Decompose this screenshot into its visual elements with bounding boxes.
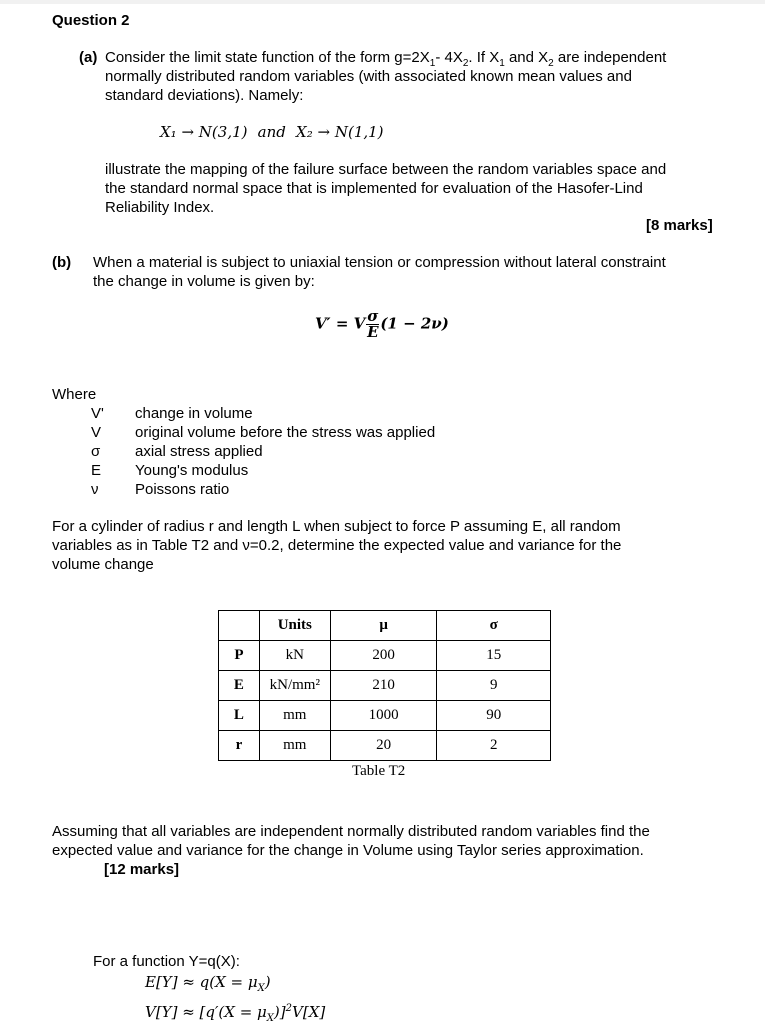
table-header-cell: σ bbox=[437, 611, 551, 641]
table-row bbox=[219, 731, 551, 761]
table-cell-sigma: 15 bbox=[437, 641, 551, 671]
definition-symbol: ν bbox=[91, 481, 99, 498]
part-b-marks: [12 marks] bbox=[104, 861, 180, 878]
table-cell-mu: 210 bbox=[330, 671, 437, 701]
cylinder-para-line-1: For a cylinder of radius r and length L when subject to force P assuming E, all random bbox=[52, 518, 621, 535]
table-cell-mu: 200 bbox=[330, 641, 437, 671]
taylor-para-line-1: Assuming that all variables are independent normally distributed random variables find the bbox=[52, 823, 650, 840]
part-b-line-1: When a material is subject to uniaxial tension or compression without lateral constraint bbox=[93, 254, 666, 271]
table-cell-var: L bbox=[219, 701, 260, 731]
table-row bbox=[219, 641, 551, 671]
table-header-cell bbox=[219, 611, 260, 641]
definition-symbol: E bbox=[91, 462, 102, 479]
table-cell-units: mm bbox=[259, 701, 330, 731]
table-cell-mu: 20 bbox=[330, 731, 437, 761]
table-cell-var: P bbox=[219, 641, 260, 671]
table-row bbox=[219, 701, 551, 731]
hint-label: For a function Y=q(X): bbox=[93, 953, 240, 970]
table-row bbox=[219, 671, 551, 701]
table-cell-units: kN/mm² bbox=[259, 671, 330, 701]
definition-symbol: V' bbox=[91, 405, 104, 422]
table-cell-units: mm bbox=[259, 731, 330, 761]
part-a-line-6: Reliability Index. bbox=[105, 199, 215, 216]
part-a-line-3: standard deviations). Namely: bbox=[105, 87, 304, 104]
page-top-border bbox=[0, 0, 765, 4]
table-cell-var: E bbox=[219, 671, 260, 701]
part-a-line-1: Consider the limit state function of the form $g=2X_1-$ $4X_2$. If $X_1$ and $X_2$ are independent bbox=[105, 49, 667, 69]
table-cell-units: kN bbox=[259, 641, 330, 671]
definition-text: original volume before the stress was applied bbox=[135, 424, 436, 441]
part-b-label: (b) bbox=[52, 254, 72, 271]
expected-value-formula: $E[Y] \approx q(X = \mu_X)$ bbox=[145, 973, 271, 994]
definition-text: Young's modulus bbox=[135, 462, 249, 479]
table-cell-sigma: 9 bbox=[437, 671, 551, 701]
variance-formula: $V[Y] \approx [q'(X = \mu_X)]^2V[X]$ bbox=[145, 1003, 326, 1024]
table-header-cell: μ bbox=[330, 611, 437, 641]
part-a-line-2: normally distributed random variables (with associated known mean values and bbox=[105, 68, 632, 85]
table-caption: Table T2 bbox=[352, 763, 406, 779]
cylinder-para-line-3: volume change bbox=[52, 556, 154, 573]
table-header-row bbox=[219, 611, 551, 641]
part-a-marks: [8 marks] bbox=[646, 217, 713, 234]
where-label: Where bbox=[52, 386, 97, 403]
volume-change-equation: V′ = V $\frac{\sigma}{E}$ (1 − 2ν) bbox=[315, 307, 449, 341]
definition-text: axial stress applied bbox=[135, 443, 263, 460]
cylinder-para-line-2: variables as in Table T2 and ν=0.2, determine the expected value and variance for the bbox=[52, 537, 622, 554]
part-a-label: (a) bbox=[79, 49, 98, 66]
definition-symbol: V bbox=[91, 424, 102, 441]
table-cell-sigma: 2 bbox=[437, 731, 551, 761]
part-a-line-5: the standard normal space that is implemented for evaluation of the Hasofer-Lind bbox=[105, 180, 643, 197]
definition-text: change in volume bbox=[135, 405, 253, 422]
taylor-para-line-2: expected value and variance for the change in Volume using Taylor series approximation. bbox=[52, 842, 644, 859]
table-t2 bbox=[218, 610, 551, 761]
definition-symbol: σ bbox=[91, 443, 101, 460]
part-a-distribution-equation: X₁ → N(3,1) and X₂ → N(1,1) bbox=[160, 123, 384, 141]
table-cell-var: r bbox=[219, 731, 260, 761]
table-cell-mu: 1000 bbox=[330, 701, 437, 731]
table-cell-sigma: 90 bbox=[437, 701, 551, 731]
part-a-line-4: illustrate the mapping of the failure surface between the random variables space and bbox=[105, 161, 667, 178]
part-b-line-2: the change in volume is given by: bbox=[93, 273, 315, 290]
definition-text: Poissons ratio bbox=[135, 481, 230, 498]
table-header-cell: Units bbox=[259, 611, 330, 641]
question-title: Question 2 bbox=[52, 12, 130, 29]
